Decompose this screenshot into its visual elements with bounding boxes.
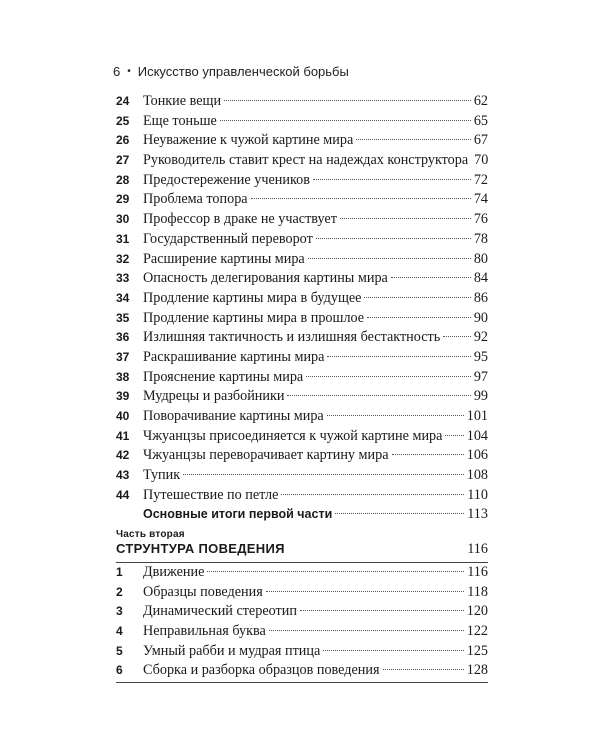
toc-leader-dots (443, 336, 471, 337)
toc-leader-dots (220, 120, 471, 121)
toc-entry-number: 32 (116, 251, 130, 266)
toc-entry-title: Сборка и разборка образцов поведения (143, 662, 380, 679)
toc-leader-dots (313, 179, 471, 180)
toc-entry[interactable] (116, 131, 488, 151)
toc-entry-page: 125 (466, 642, 488, 659)
toc-summary-entry[interactable] (116, 505, 488, 525)
toc-entry-title: Продление картины мира в прошлое (143, 309, 365, 326)
toc-entry-number: 35 (116, 310, 130, 325)
toc-entry[interactable] (116, 309, 488, 329)
toc-entry-title: Динамический стереотип (143, 603, 297, 620)
toc-entry-number: 1 (116, 565, 123, 579)
toc-entry[interactable] (116, 622, 488, 642)
toc-entry-title: Умный рабби и мудрая птица (143, 642, 321, 659)
toc-leader-dots (367, 317, 471, 318)
toc-leader-dots (323, 650, 463, 651)
part-two-label: Часть вторая (116, 529, 185, 540)
toc-entry-title: Движение (143, 564, 205, 580)
toc-leader-dots (300, 610, 464, 611)
toc-entry[interactable] (116, 446, 488, 466)
toc-leader-dots (356, 139, 471, 140)
toc-entry-number: 36 (116, 330, 130, 345)
toc-entry[interactable] (116, 250, 488, 270)
toc-entry-page: 108 (466, 467, 488, 484)
toc-entry[interactable] (116, 583, 488, 603)
toc-leader-dots (445, 435, 463, 436)
running-head-separator: • (127, 66, 131, 77)
toc-leader-dots (266, 591, 464, 592)
toc-entry-number: 40 (116, 409, 130, 423)
toc-leader-dots (391, 277, 471, 278)
toc-entry-page: 104 (466, 427, 488, 444)
toc-entry-title: Чжуанцзы переворачивает картину мира (143, 447, 389, 464)
toc-entry-page: 101 (466, 408, 488, 424)
toc-entry-page: 62 (473, 93, 488, 109)
toc-leader-dots (183, 474, 464, 475)
toc-leader-dots (316, 238, 471, 239)
toc-entry-number: 31 (116, 231, 130, 246)
toc-entry-title: Неправильная буква (143, 623, 266, 640)
toc-entry-page: 95 (473, 348, 488, 365)
toc-leader-dots (224, 100, 471, 101)
toc-entry-number: 28 (116, 172, 130, 187)
toc-part-one (116, 92, 488, 525)
toc-leader-dots (327, 415, 464, 416)
toc-leader-dots (251, 198, 471, 199)
toc-entry[interactable] (116, 289, 488, 309)
toc-leader-dots (207, 571, 464, 572)
toc-entry-title: Основные итоги первой части (143, 507, 333, 522)
toc-entry-number: 29 (116, 192, 130, 207)
toc-entry-title: Опасность делегирования картины мира (143, 270, 388, 287)
toc-entry-title: Расширение картины мира (143, 250, 305, 267)
toc-entry[interactable] (116, 269, 488, 289)
part-two-bottom-rule (116, 682, 488, 683)
toc-entry-number: 34 (116, 290, 130, 305)
toc-entry-page: 70 (474, 152, 489, 169)
toc-entry[interactable] (116, 151, 488, 171)
toc-entry-number: 6 (116, 663, 123, 678)
toc-entry-number: 38 (116, 369, 130, 384)
part-two-page: 116 (467, 541, 488, 557)
toc-leader-dots (281, 494, 464, 495)
toc-entry-page: 106 (466, 447, 488, 464)
toc-leader-dots (308, 258, 471, 259)
part-two-title: СТРУНТУРА ПОВЕДЕНИЯ (116, 541, 285, 556)
toc-leader-dots (327, 356, 470, 357)
toc-entry-number: 3 (116, 604, 123, 619)
toc-entry-title: Предостережение учеников (143, 171, 310, 188)
toc-entry-page: 80 (473, 250, 488, 267)
toc-entry[interactable] (116, 563, 488, 583)
toc-entry-page: 67 (473, 132, 488, 149)
toc-entry[interactable] (116, 328, 488, 348)
toc-entry-title: Мудрецы и разбойники (143, 388, 285, 405)
toc-entry-title: Раскрашивание картины мира (143, 348, 325, 365)
toc-entry-title: Поворачивание картины мира (143, 408, 324, 424)
toc-entry[interactable] (116, 190, 488, 210)
toc-entry[interactable] (116, 112, 488, 132)
toc-entry-number: 33 (116, 271, 130, 286)
toc-entry-number: 39 (116, 389, 130, 404)
toc-entry-page: 76 (473, 211, 488, 228)
toc-entry-title: Излишняя тактичность и излишняя бестактность (143, 329, 441, 346)
toc-entry[interactable] (116, 486, 488, 506)
running-head-page-number: 6 (113, 64, 121, 79)
toc-entry[interactable] (116, 171, 488, 191)
toc-entry[interactable] (116, 407, 488, 427)
toc-entry-page: 86 (473, 289, 488, 306)
toc-entry-page: 74 (473, 191, 488, 208)
toc-entry-number: 37 (116, 349, 130, 364)
toc-entry-page: 122 (466, 623, 488, 640)
toc-entry-page: 72 (473, 171, 488, 188)
toc-entry[interactable] (116, 368, 488, 388)
toc-entry-page: 120 (466, 603, 488, 620)
toc-entry[interactable] (116, 348, 488, 368)
toc-entry-page: 118 (467, 583, 488, 600)
toc-entry-number: 41 (116, 428, 130, 443)
toc-entry-number: 42 (116, 448, 130, 463)
toc-leader-dots (269, 630, 464, 631)
toc-entry-page: 92 (473, 329, 488, 346)
toc-entry-title: Тонкие вещи (143, 93, 222, 109)
toc-entry-page: 84 (473, 270, 488, 287)
toc-entry-number: 25 (116, 113, 130, 128)
toc-entry-number: 26 (116, 133, 130, 148)
toc-leader-dots (383, 669, 464, 670)
toc-leader-dots (306, 376, 471, 377)
toc-entry-title: Прояснение картины мира (143, 368, 304, 385)
toc-entry-title: Неуважение к чужой картине мира (143, 132, 354, 149)
toc-leader-dots (287, 395, 470, 396)
toc-entry-title: Государственный переворот (143, 230, 313, 247)
toc-entry-number: 2 (116, 584, 123, 599)
toc-entry-page: 65 (473, 112, 488, 129)
running-head (113, 64, 349, 79)
toc-leader-dots (335, 513, 464, 514)
toc-entry[interactable] (116, 427, 488, 447)
toc-entry[interactable] (116, 661, 488, 681)
toc-leader-dots (392, 454, 464, 455)
toc-entry-title: Еще тоньше (143, 112, 217, 129)
toc-entry-page: 99 (473, 388, 488, 405)
toc-entry-number: 5 (116, 643, 123, 658)
toc-entry-page: 113 (467, 506, 488, 523)
toc-entry-page: 128 (466, 662, 488, 679)
toc-entry[interactable] (116, 210, 488, 230)
toc-entry-number: 4 (116, 624, 123, 639)
toc-entry[interactable] (116, 387, 488, 407)
toc-entry-page: 90 (473, 309, 488, 326)
toc-entry-title: Продление картины мира в будущее (143, 289, 362, 306)
toc-leader-dots (364, 297, 470, 298)
toc-entry-title: Путешествие по петле (143, 486, 279, 503)
toc-entry-title: Чжуанцзы присоединяется к чужой картине мира (143, 427, 443, 444)
toc-entry-number: 43 (116, 468, 130, 483)
toc-entry[interactable] (116, 230, 488, 250)
toc-entry[interactable] (116, 92, 488, 112)
toc-entry[interactable] (116, 466, 488, 486)
toc-entry-title: Тупик (143, 467, 181, 484)
toc-entry-number: 30 (116, 212, 130, 227)
toc-entry[interactable] (116, 602, 488, 622)
toc-entry[interactable] (116, 642, 488, 662)
toc-entry-page: 97 (473, 368, 488, 385)
running-head-book-title: Искусство управленческой борьбы (137, 64, 349, 79)
toc-entry-page: 116 (467, 564, 488, 580)
toc-entry-number: 27 (116, 153, 130, 168)
toc-entry-title: Проблема топора (143, 191, 248, 208)
toc-entry-page: 78 (473, 230, 488, 247)
toc-leader-dots (340, 218, 471, 219)
toc-part-two (116, 563, 488, 681)
toc-entry-title: Руководитель ставит крест на надеждах конструктора (143, 152, 469, 169)
toc-entry-page: 110 (467, 486, 488, 503)
toc-entry-title: Образцы поведения (143, 583, 263, 600)
toc-entry-title: Профессор в драке не участвует (143, 211, 337, 228)
toc-entry-number: 44 (116, 487, 130, 502)
toc-entry-number: 24 (116, 94, 130, 108)
part-two-heading[interactable] (116, 541, 488, 558)
